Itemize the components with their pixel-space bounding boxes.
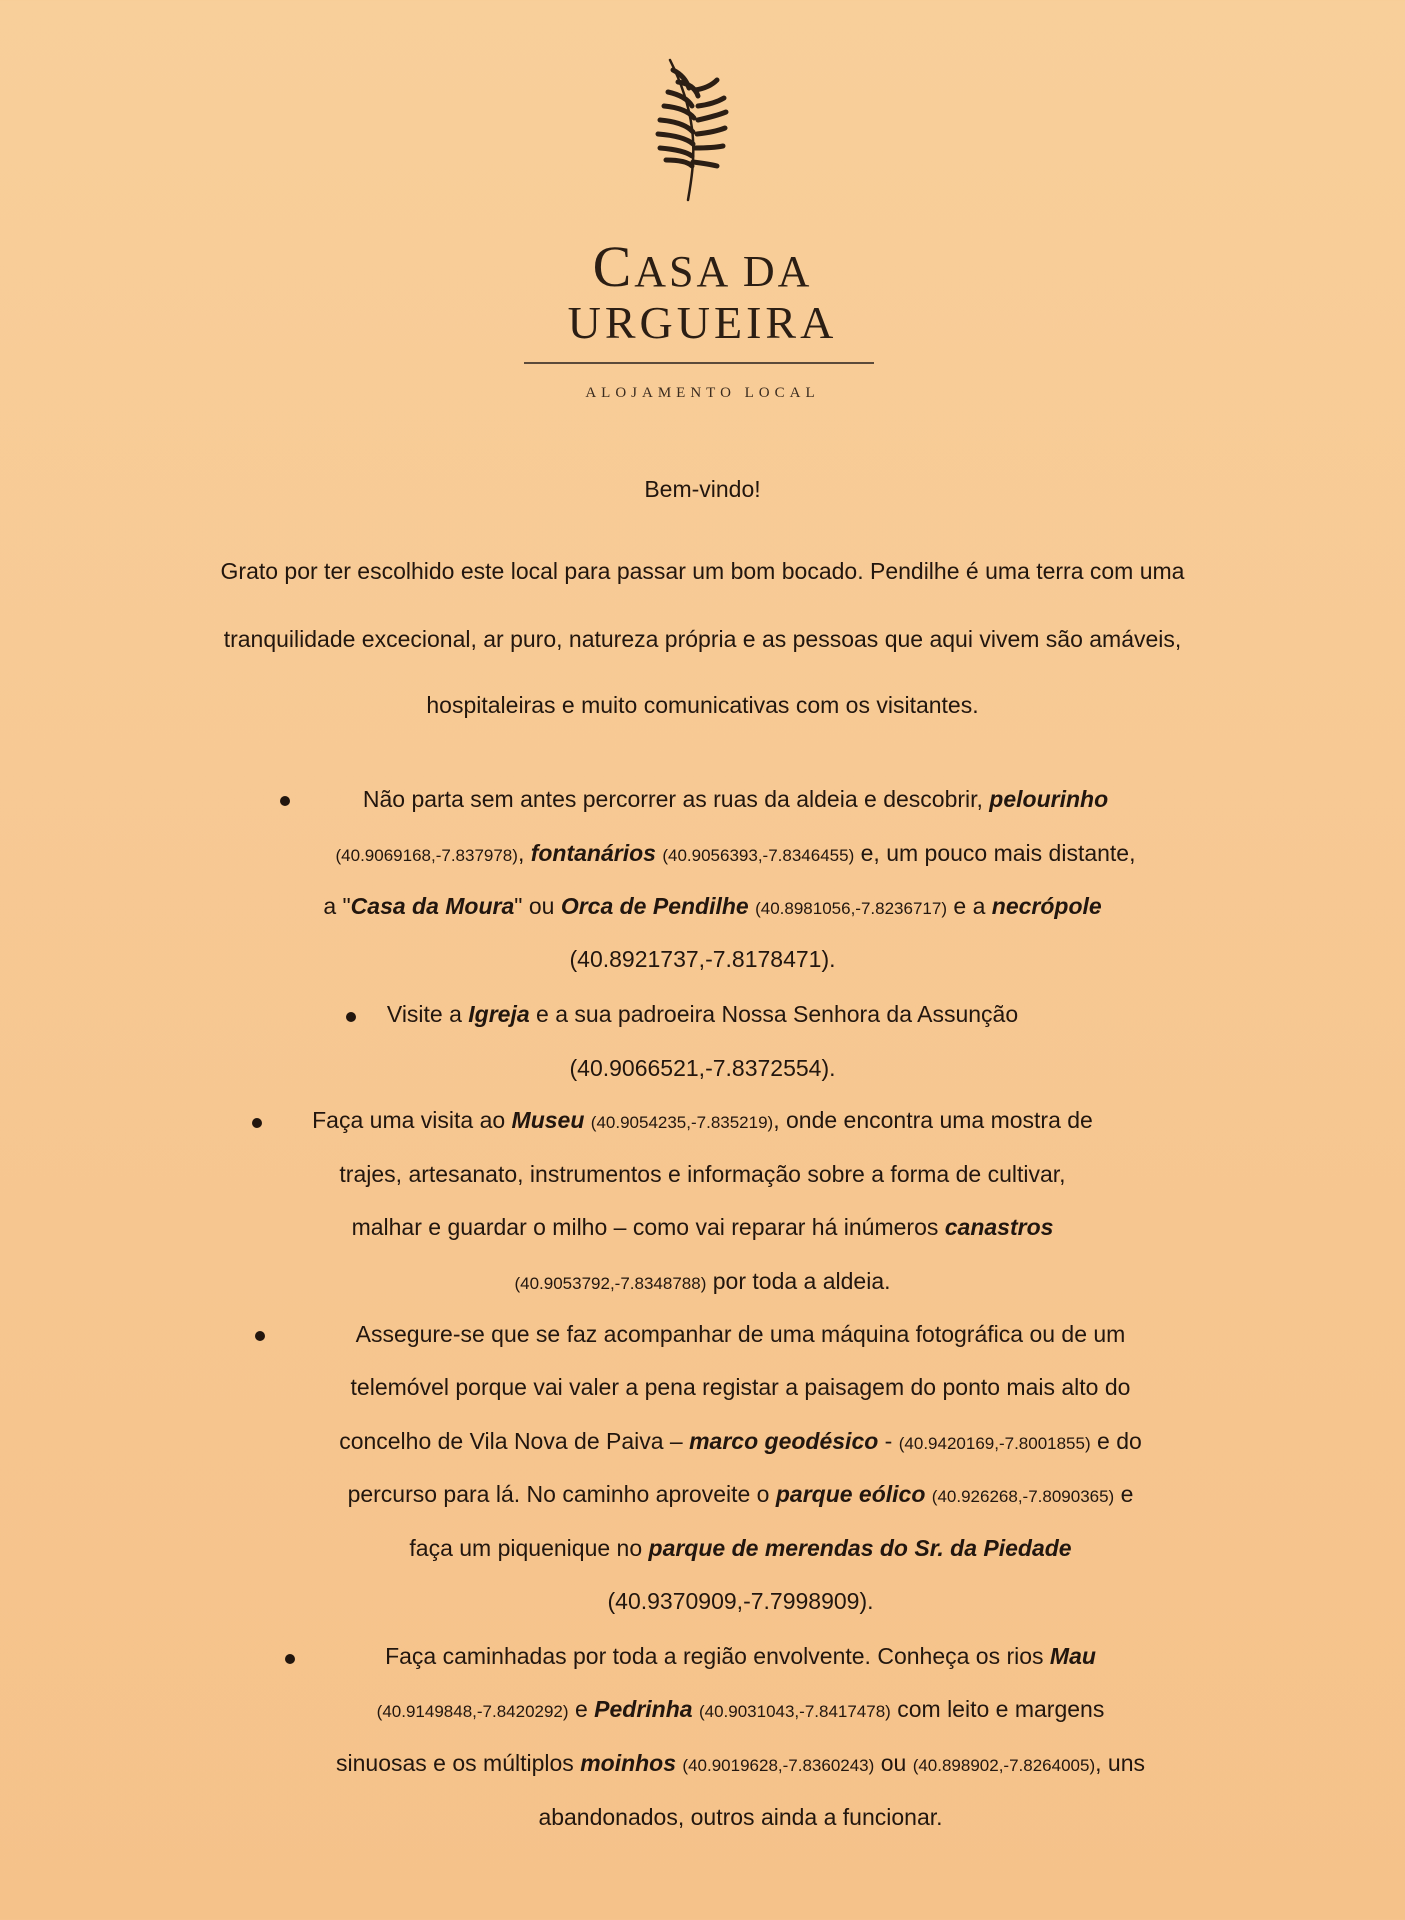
- place-name: parque de merendas do Sr. da Piedade: [648, 1535, 1072, 1561]
- text: e: [1114, 1481, 1134, 1507]
- greeting: Bem-vindo!: [644, 476, 761, 502]
- coordinates: (40.898902,-7.8264005): [912, 1756, 1096, 1775]
- list-item-line: [38, 1698, 1405, 1721]
- text: e a: [947, 893, 992, 919]
- list-item-line: [0, 1057, 1405, 1080]
- list-item-line: [38, 1806, 1405, 1829]
- text: -: [878, 1428, 899, 1454]
- list-item-line: [38, 1483, 1405, 1506]
- list-item-line: [38, 1590, 1405, 1613]
- text: com leito e margens: [890, 1696, 1105, 1722]
- place-name: Mau: [1049, 1643, 1096, 1669]
- coordinates: (40.8981056,-7.8236717): [755, 899, 947, 918]
- brand-title-line1: CASA DA: [592, 234, 813, 299]
- text: Faça caminhadas por toda a região envolvente. Conheça os rios: [385, 1643, 1050, 1669]
- brand-tagline: ALOJAMENTO LOCAL: [585, 385, 820, 401]
- place-name: marco geodésico: [689, 1428, 879, 1454]
- place-name: moinhos: [580, 1750, 677, 1776]
- list-item-line: [38, 1323, 1405, 1346]
- text: sinuosas e os múltiplos: [336, 1750, 581, 1776]
- text: concelho de Vila Nova de Paiva –: [339, 1428, 690, 1454]
- list-item-line: [0, 1109, 1405, 1132]
- list-item-line: [10, 895, 1405, 918]
- list-item-line: [38, 1537, 1405, 1560]
- text: telemóvel porque vai valer a pena registar a paisagem do ponto mais alto do: [350, 1374, 1131, 1400]
- coordinates: (40.9069168,-7.837978): [335, 846, 518, 865]
- text: e: [568, 1696, 595, 1722]
- list-item-line: [0, 948, 1405, 971]
- list-item-line: [0, 1216, 1405, 1239]
- text: percurso para lá. No caminho aproveite o: [347, 1481, 776, 1507]
- text: Visite a: [386, 1001, 469, 1027]
- list-item-line: [38, 1376, 1405, 1399]
- text: por toda a aldeia.: [706, 1268, 891, 1294]
- text: faça um piquenique no: [409, 1535, 649, 1561]
- place-name: Igreja: [468, 1001, 530, 1027]
- place-name: fontanários: [530, 840, 656, 866]
- text: Faça uma visita ao: [312, 1107, 512, 1133]
- coordinates: (40.9056393,-7.8346455): [662, 846, 855, 865]
- list-item-line: [38, 1430, 1405, 1453]
- text: Assegure-se que se faz acompanhar de uma máquina fotográfica ou de um: [355, 1321, 1126, 1347]
- coordinates: (40.9053792,-7.8348788): [514, 1274, 707, 1293]
- text: e a sua padroeira Nossa Senhora da Assunção: [529, 1001, 1019, 1027]
- palm-leaf-icon: [640, 50, 750, 210]
- text: malhar e guardar o milho – como vai reparar há inúmeros: [351, 1214, 945, 1240]
- text: " ou: [514, 893, 561, 919]
- list-item-line: [38, 1752, 1405, 1775]
- text: Não parta sem antes percorrer as ruas da aldeia e descobrir,: [362, 786, 990, 812]
- text: , onde encontra uma mostra de: [773, 1107, 1093, 1133]
- list-item-line: [0, 1003, 1405, 1026]
- text: abandonados, outros ainda a funcionar.: [538, 1804, 943, 1830]
- intro-line-3: hospitaleiras e muito comunicativas com os visitantes.: [426, 692, 979, 718]
- brand-title-line2: URGUEIRA: [567, 297, 838, 348]
- place-name: Pedrinha: [594, 1696, 693, 1722]
- text: , uns: [1095, 1750, 1145, 1776]
- coordinates: (40.9149848,-7.8420292): [376, 1702, 569, 1721]
- place-name: necrópole: [991, 893, 1102, 919]
- coordinates: (40.926268,-7.8090365): [931, 1487, 1115, 1506]
- intro-line-1: Grato por ter escolhido este local para passar um bom bocado. Pendilhe é uma terra com uma: [220, 558, 1185, 584]
- list-item-line: [0, 1270, 1405, 1293]
- text: (40.9370909,-7.7998909).: [607, 1588, 874, 1614]
- place-name: Orca de Pendilhe: [560, 893, 749, 919]
- coordinates: (40.9019628,-7.8360243): [682, 1756, 875, 1775]
- list-item-line: [0, 1163, 1405, 1186]
- text: trajes, artesanato, instrumentos e informação sobre a forma de cultivar,: [339, 1161, 1066, 1187]
- list-item-line: [33, 842, 1405, 865]
- text: e do: [1090, 1428, 1142, 1454]
- place-name: Casa da Moura: [350, 893, 515, 919]
- text: ou: [874, 1750, 913, 1776]
- text: e, um pouco mais distante,: [854, 840, 1136, 866]
- list-item-line: [38, 1645, 1405, 1668]
- text: (40.9066521,-7.8372554).: [569, 1055, 836, 1081]
- intro-line-2: tranquilidade excecional, ar puro, natureza própria e as pessoas que aqui vivem são amáveis,: [223, 626, 1182, 652]
- place-name: pelourinho: [989, 786, 1109, 812]
- coordinates: (40.9031043,-7.8417478): [698, 1702, 891, 1721]
- coordinates: (40.9420169,-7.8001855): [898, 1434, 1091, 1453]
- divider: [524, 362, 874, 364]
- place-name: Museu: [511, 1107, 585, 1133]
- coordinates: (40.9054235,-7.835219): [590, 1113, 774, 1132]
- list-item-line: [33, 788, 1405, 811]
- text: (40.8921737,-7.8178471).: [569, 946, 836, 972]
- text: ,: [517, 840, 531, 866]
- text: a ": [323, 893, 351, 919]
- place-name: parque eólico: [775, 1481, 926, 1507]
- place-name: canastros: [944, 1214, 1054, 1240]
